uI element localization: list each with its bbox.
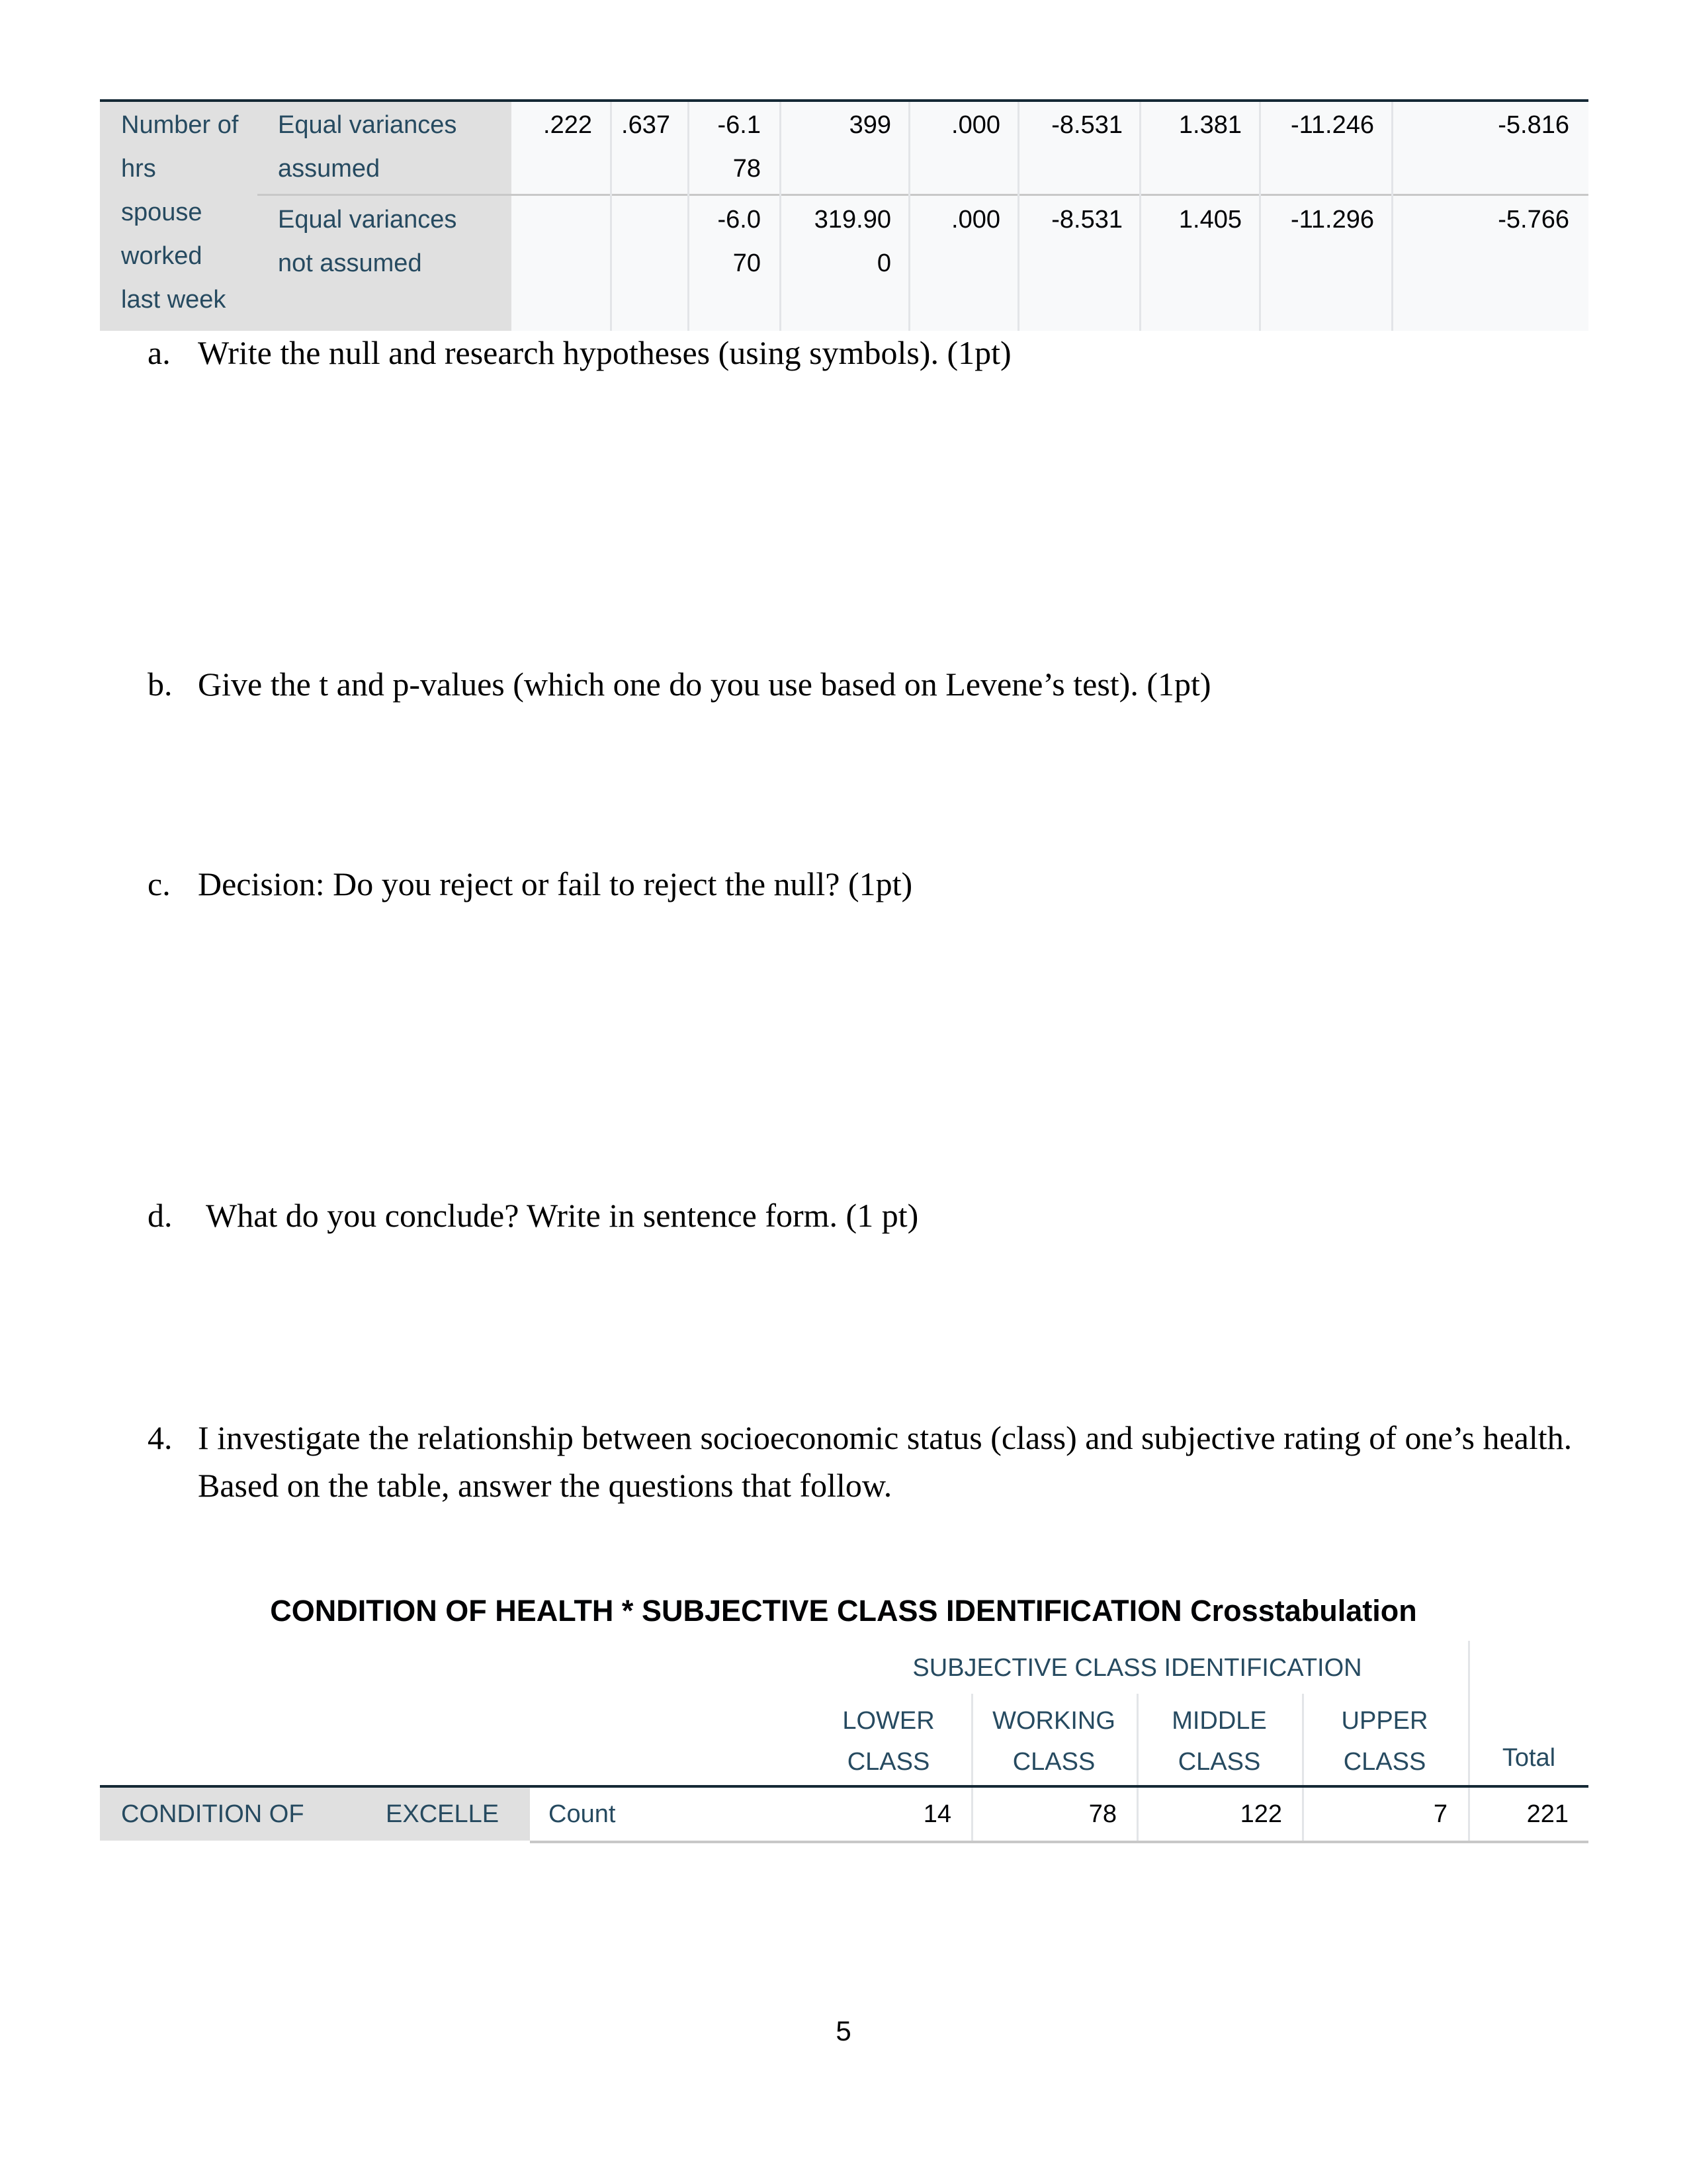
ci-upper-value: -5.816	[1498, 111, 1569, 139]
question-text-line-2: Based on the table, answer the questions that follow.	[198, 1467, 892, 1504]
sig-2tailed-value: .000	[951, 206, 1000, 234]
question-text: What do you conclude? Write in sentence form. (1 pt)	[206, 1197, 919, 1234]
row-statistic-label: Count	[548, 1800, 616, 1828]
question-text: Give the t and p-values (which one do you use based on Levene’s test). (1pt)	[198, 666, 1211, 703]
t-value: -6.0	[717, 206, 761, 234]
row-label-equal-variances-assumed: assumed	[278, 155, 380, 183]
variable-label-line: hrs	[121, 155, 156, 183]
sig-2tailed-value: .000	[951, 111, 1000, 139]
column-header-upper-class: UPPER	[1341, 1707, 1428, 1735]
question-text: Write the null and research hypotheses (using symbols). (1pt)	[198, 334, 1012, 371]
column-header-lower-class: LOWER	[842, 1707, 935, 1735]
df-value: 319.90	[814, 206, 891, 234]
mean-difference-value: -8.531	[1051, 111, 1123, 139]
cell-working-class-count: 78	[1088, 1800, 1117, 1828]
row-label-equal-variances-not-assumed: Equal variances	[278, 206, 457, 234]
row-separator	[257, 194, 1588, 196]
levene-sig-value: .637	[621, 111, 670, 139]
column-group-header: SUBJECTIVE CLASS IDENTIFICATION	[912, 1654, 1362, 1682]
column-header-working-class: CLASS	[1012, 1748, 1096, 1776]
df-value: 0	[877, 249, 891, 277]
std-error-difference-value: 1.405	[1178, 206, 1242, 234]
column-header-total: Total	[1502, 1744, 1556, 1772]
question-text-line-1: I investigate the relationship between socioeconomic status (class) and subjective rating of one’s health.	[198, 1419, 1573, 1456]
std-error-difference-value: 1.381	[1178, 111, 1242, 139]
column-header-upper-class: CLASS	[1343, 1748, 1426, 1776]
cell-upper-class-count: 7	[1433, 1800, 1448, 1828]
table-top-rule	[100, 99, 1588, 102]
crosstab-title: CONDITION OF HEALTH * SUBJECTIVE CLASS IDENTIFICATION Crosstabulation	[270, 1594, 1417, 1628]
levene-f-value: .222	[543, 111, 592, 139]
row-label-equal-variances-not-assumed: not assumed	[278, 249, 422, 277]
ci-lower-value: -11.296	[1290, 206, 1374, 234]
variable-label-line: last week	[121, 286, 226, 314]
variable-label-line: Number of	[121, 111, 239, 139]
row-bottom-rule	[530, 1841, 1588, 1843]
row-label-equal-variances-assumed: Equal variances	[278, 111, 457, 139]
question-text: Decision: Do you reject or fail to reject the null? (1pt)	[198, 865, 913, 902]
question-marker: b.	[148, 666, 173, 703]
question-marker: d.	[148, 1197, 173, 1234]
cell-lower-class-count: 14	[923, 1800, 951, 1828]
column-header-middle-class: MIDDLE	[1172, 1707, 1267, 1735]
ci-upper-value: -5.766	[1498, 206, 1569, 234]
t-value: 78	[732, 155, 761, 183]
question-marker: a.	[148, 334, 171, 371]
independent-samples-test-table	[100, 99, 1588, 331]
variable-label-line: spouse	[121, 198, 202, 226]
mean-difference-value: -8.531	[1051, 206, 1123, 234]
question-marker: c.	[148, 865, 171, 902]
question-marker: 4.	[148, 1419, 173, 1456]
column-header-lower-class: CLASS	[847, 1748, 930, 1776]
ci-lower-value: -11.246	[1290, 111, 1374, 139]
t-value: -6.1	[717, 111, 761, 139]
df-value: 399	[849, 111, 891, 139]
page-number: 5	[836, 2015, 851, 2046]
t-value: 70	[732, 249, 761, 277]
cell-total-count: 221	[1526, 1800, 1569, 1828]
row-variable-label: CONDITION OF	[121, 1800, 304, 1828]
crosstab-table	[100, 1641, 1588, 1839]
variable-label-line: worked	[121, 242, 202, 270]
cell-middle-class-count: 122	[1240, 1800, 1282, 1828]
row-category-label: EXCELLE	[386, 1800, 499, 1828]
column-header-working-class: WORKING	[992, 1707, 1115, 1735]
column-header-middle-class: CLASS	[1178, 1748, 1261, 1776]
